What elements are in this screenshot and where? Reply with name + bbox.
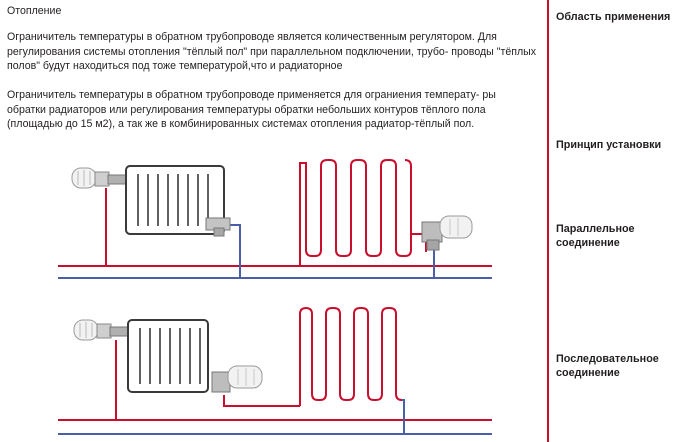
sidebar-divider (547, 0, 549, 442)
parallel-connection-diagram (58, 160, 492, 278)
radiator-return-pipe (225, 225, 240, 278)
radiator-icon (128, 320, 208, 392)
radiator-to-loop-pipe (224, 395, 300, 406)
page-heading: Отопление (7, 5, 62, 17)
installation-principle-label: Принцип установки (556, 139, 662, 151)
parallel-connection-label: Параллельное соединение (556, 223, 635, 249)
application-area-label: Область применения (556, 11, 671, 23)
serial-connection-label: Последовательное соединение (556, 353, 659, 379)
serial-connection-diagram (58, 308, 492, 434)
thermostatic-valve-icon (74, 320, 128, 340)
description-paragraph-1: Ограничитель температуры в обратном трубопроводе является количественным регулятором. Для регулирования системы отопления "тёплый пол" при параллельном подключении, трубо- проводы "тёплых полов" будут находиться под тоже температурой,что и радиаторное (7, 31, 537, 72)
return-temperature-limiter-icon (212, 366, 262, 392)
floor-heating-loop-icon (300, 308, 404, 434)
thermostatic-valve-icon (72, 168, 126, 188)
floor-heating-loop-icon (300, 160, 434, 278)
return-temperature-limiter-icon (422, 216, 472, 250)
description-paragraph-2: Ограничитель температуры в обратном трубопроводе применяется для ограниения температу- ры обратки радиаторов или регулирования температуры обратки небольших контуров тёплого пола (площадью до 15 м2), а так же в комбинированных системах отопления радиатор-тёплый пол. (7, 89, 496, 130)
